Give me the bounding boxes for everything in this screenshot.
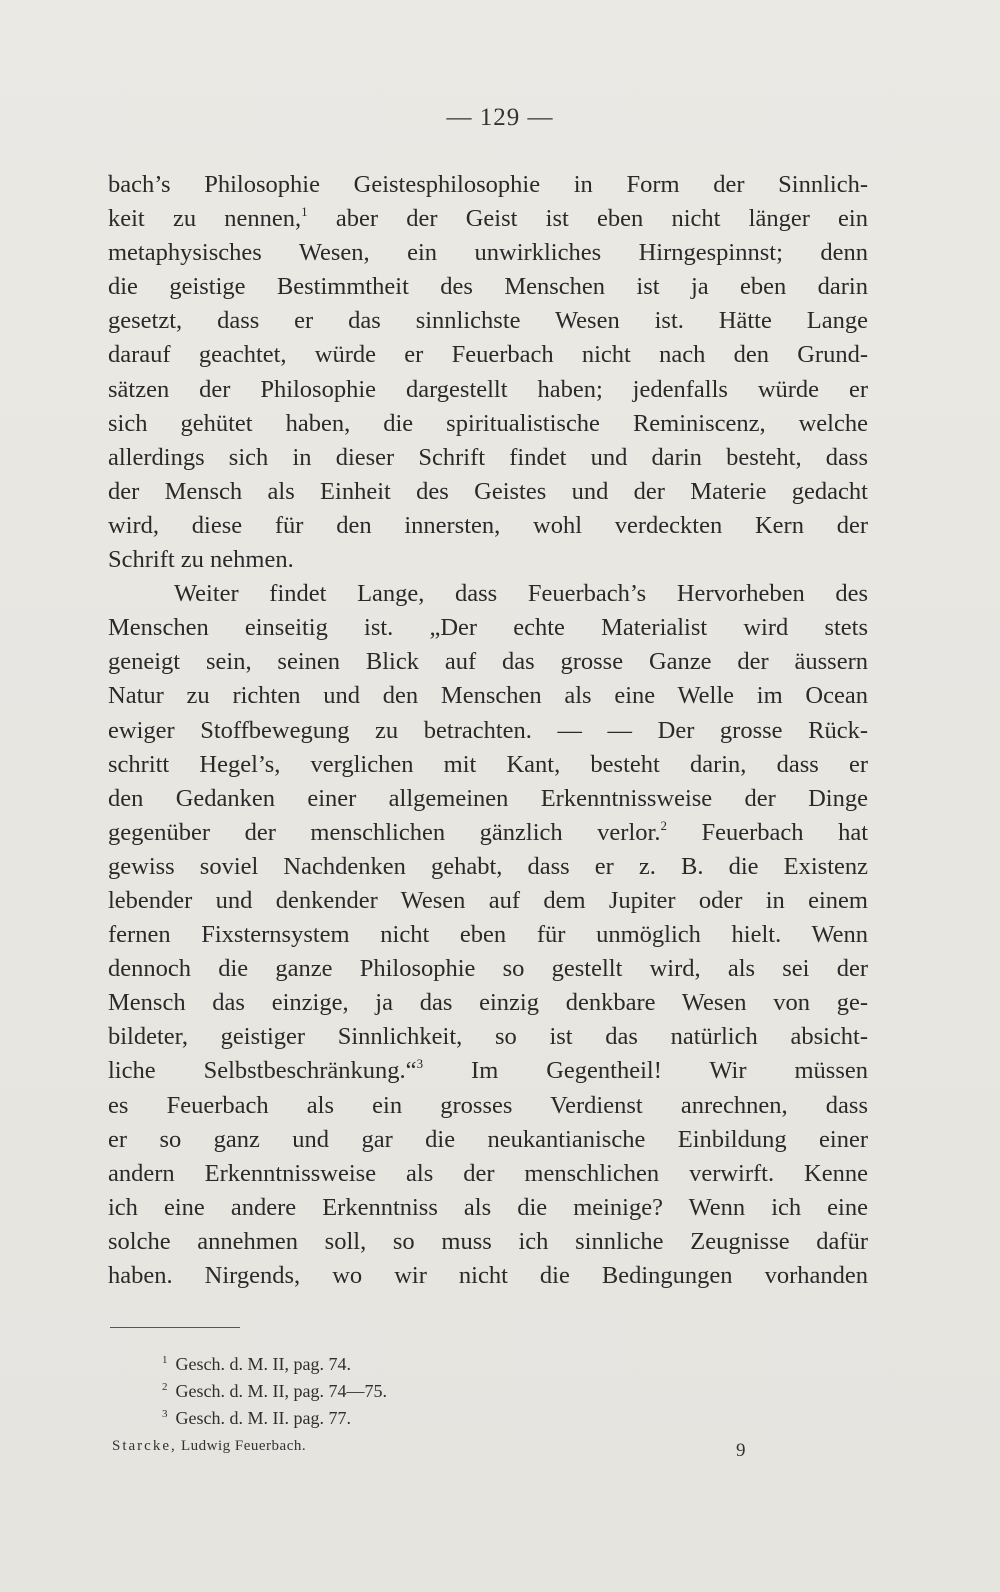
body-text <box>108 168 868 1293</box>
footnote: $^3$ Gesch. d. M. II. pag. 77. <box>162 1408 351 1428</box>
text-line: metaphysisches Wesen, ein unwirkliches Hirngespinnst; denn <box>108 239 868 267</box>
footnote: $^2$ Gesch. d. M. II, pag. 74—75. <box>162 1381 387 1401</box>
footnote-ref: 2 <box>660 817 667 833</box>
footnote: $^1$ Gesch. d. M. II, pag. 74. <box>162 1354 351 1374</box>
footnote-ref: 1 <box>301 204 308 220</box>
text-line: Schrift zu nehmen. <box>108 546 294 574</box>
signature-title: Ludwig Feuerbach. <box>176 1438 307 1454</box>
text-line: geneigt sein, seinen Blick auf das grosse Ganze der äussern <box>108 648 868 676</box>
text-line: ewiger Stoffbewegung zu betrachten. — — Der grosse Rück- <box>108 716 868 744</box>
text-line: gegenüber der menschlichen gänzlich verlor.$^2$ Feuerbach hat <box>108 817 868 846</box>
text-line: wird, diese für den innersten, wohl verdeckten Kern der <box>108 511 868 539</box>
text-line: solche annehmen soll, so muss ich sinnliche Zeugnisse dafür <box>108 1227 868 1255</box>
footnote-ref: 3 <box>416 1056 424 1072</box>
text-line: Menschen einseitig ist. „Der echte Materialist wird stets <box>108 614 868 642</box>
text-line: haben. Nirgends, wo wir nicht die Bedingungen vorhanden <box>108 1262 868 1289</box>
text-line: Mensch das einzige, ja das einzig denkbare Wesen von ge- <box>108 989 868 1017</box>
signature-author: Starcke, <box>112 1438 177 1454</box>
text-line: sätzen der Philosophie dargestellt haben; jedenfalls würde er <box>108 375 868 403</box>
text-line: liche Selbstbeschränkung.“$^3$ Im Gegentheil! Wir müssen <box>108 1056 869 1085</box>
signature-line <box>112 1438 306 1455</box>
text-line: den Gedanken einer allgemeinen Erkenntnissweise der Dinge <box>108 784 868 812</box>
text-line: er so ganz und gar die neukantianische Einbildung einer <box>108 1125 868 1153</box>
text-line: dennoch die ganze Philosophie so gestellt wird, als sei der <box>108 955 868 983</box>
text-line: bildeter, geistiger Sinnlichkeit, so ist das natürlich absicht- <box>108 1023 868 1051</box>
text-line: andern Erkenntnissweise als der menschlichen verwirft. Kenne <box>108 1159 868 1187</box>
text-line: die geistige Bestimmtheit des Menschen ist ja eben darin <box>108 273 868 301</box>
text-line: allerdings sich in dieser Schrift findet und darin besteht, dass <box>108 443 868 471</box>
text-line: gewiss soviel Nachdenken gehabt, dass er z. B. die Existenz <box>108 852 868 880</box>
text-line: Natur zu richten und den Menschen als eine Welle im Ocean <box>108 682 868 710</box>
text-line: sich gehütet haben, die spiritualistische Reminiscenz, welche <box>108 409 868 437</box>
sheet-number: 9 <box>736 1440 746 1461</box>
text-line: schritt Hegel’s, verglichen mit Kant, besteht darin, dass er <box>108 750 868 778</box>
text-line: ich eine andere Erkenntniss als die meinige? Wenn ich eine <box>108 1193 868 1221</box>
text-line: bach’s Philosophie Geistesphilosophie in Form der Sinnlich- <box>108 171 868 198</box>
text-line: darauf geachtet, würde er Feuerbach nicht nach den Grund- <box>108 341 868 369</box>
text-line: gesetzt, dass er das sinnlichste Wesen ist. Hätte Lange <box>108 307 868 335</box>
text-line: lebender und denkender Wesen auf dem Jupiter oder in einem <box>108 886 868 914</box>
text-line: es Feuerbach als ein grosses Verdienst anrechnen, dass <box>108 1091 868 1119</box>
text-line: fernen Fixsternsystem nicht eben für unmöglich hielt. Wenn <box>108 921 868 949</box>
text-line: Weiter findet Lange, dass Feuerbach’s Hervorheben des <box>174 580 868 608</box>
text-line: der Mensch als Einheit des Geistes und der Materie gedacht <box>108 477 868 505</box>
page-number: — 129 — <box>446 104 554 131</box>
footnote-rule <box>110 1327 240 1328</box>
text-line: keit zu nennen,$^1$ aber der Geist ist eben nicht länger ein <box>108 204 868 233</box>
footnotes <box>162 1351 387 1432</box>
